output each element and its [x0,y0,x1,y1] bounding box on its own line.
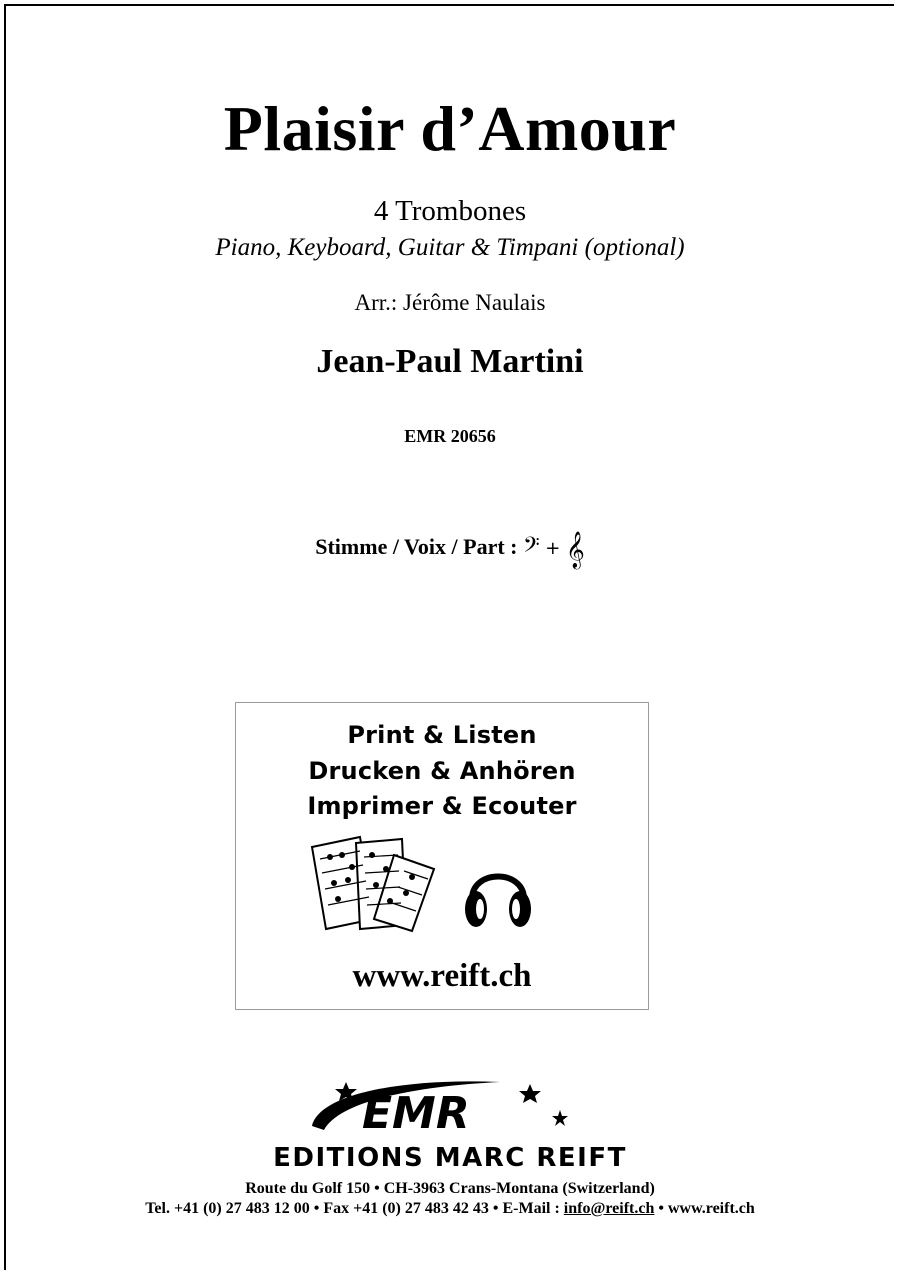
publisher-address: Route du Golf 150 • CH-3963 Crans-Montana (Switzerland) [245,1180,655,1197]
promo-line-french: Imprimer & Ecouter [307,792,577,820]
print-listen-box [235,702,649,1010]
plus-sign: + [545,538,561,559]
email-link[interactable]: info@reift.ch [563,1200,655,1217]
publisher-contact [0,1200,900,1218]
contact-website: • www.reift.ch [654,1200,755,1217]
composer: Jean-Paul Martini [316,343,584,380]
catalog-number: EMR 20656 [404,426,496,446]
bass-clef-icon: 𝄢 [523,533,540,563]
scoring-note: Piano, Keyboard, Guitar & Timpani (optional) [215,234,685,261]
treble-clef-icon: 𝄞 [565,530,585,568]
logo-text: EMR [362,1088,470,1138]
part-line [0,530,900,569]
promo-url[interactable]: www.reift.ch [352,958,532,994]
promo-line-german: Drucken & Anhören [308,757,576,785]
emr-logo [300,1074,580,1138]
sheet-music-icon [308,833,438,933]
headphones-icon [462,855,534,935]
promo-line-english: Print & Listen [347,721,537,749]
arranger: Arr.: Jérôme Naulais [354,290,546,315]
publisher-name: EDITIONS MARC REIFT [273,1143,627,1173]
instrumentation: 4 Trombones [373,195,527,227]
contact-phone-fax: Tel. +41 (0) 27 483 12 00 • Fax +41 (0) 27 483 42 43 • E-Mail : [145,1200,564,1217]
piece-title: Plaisir d’Amour [223,93,677,164]
part-label: Stimme / Voix / Part : [315,534,518,559]
